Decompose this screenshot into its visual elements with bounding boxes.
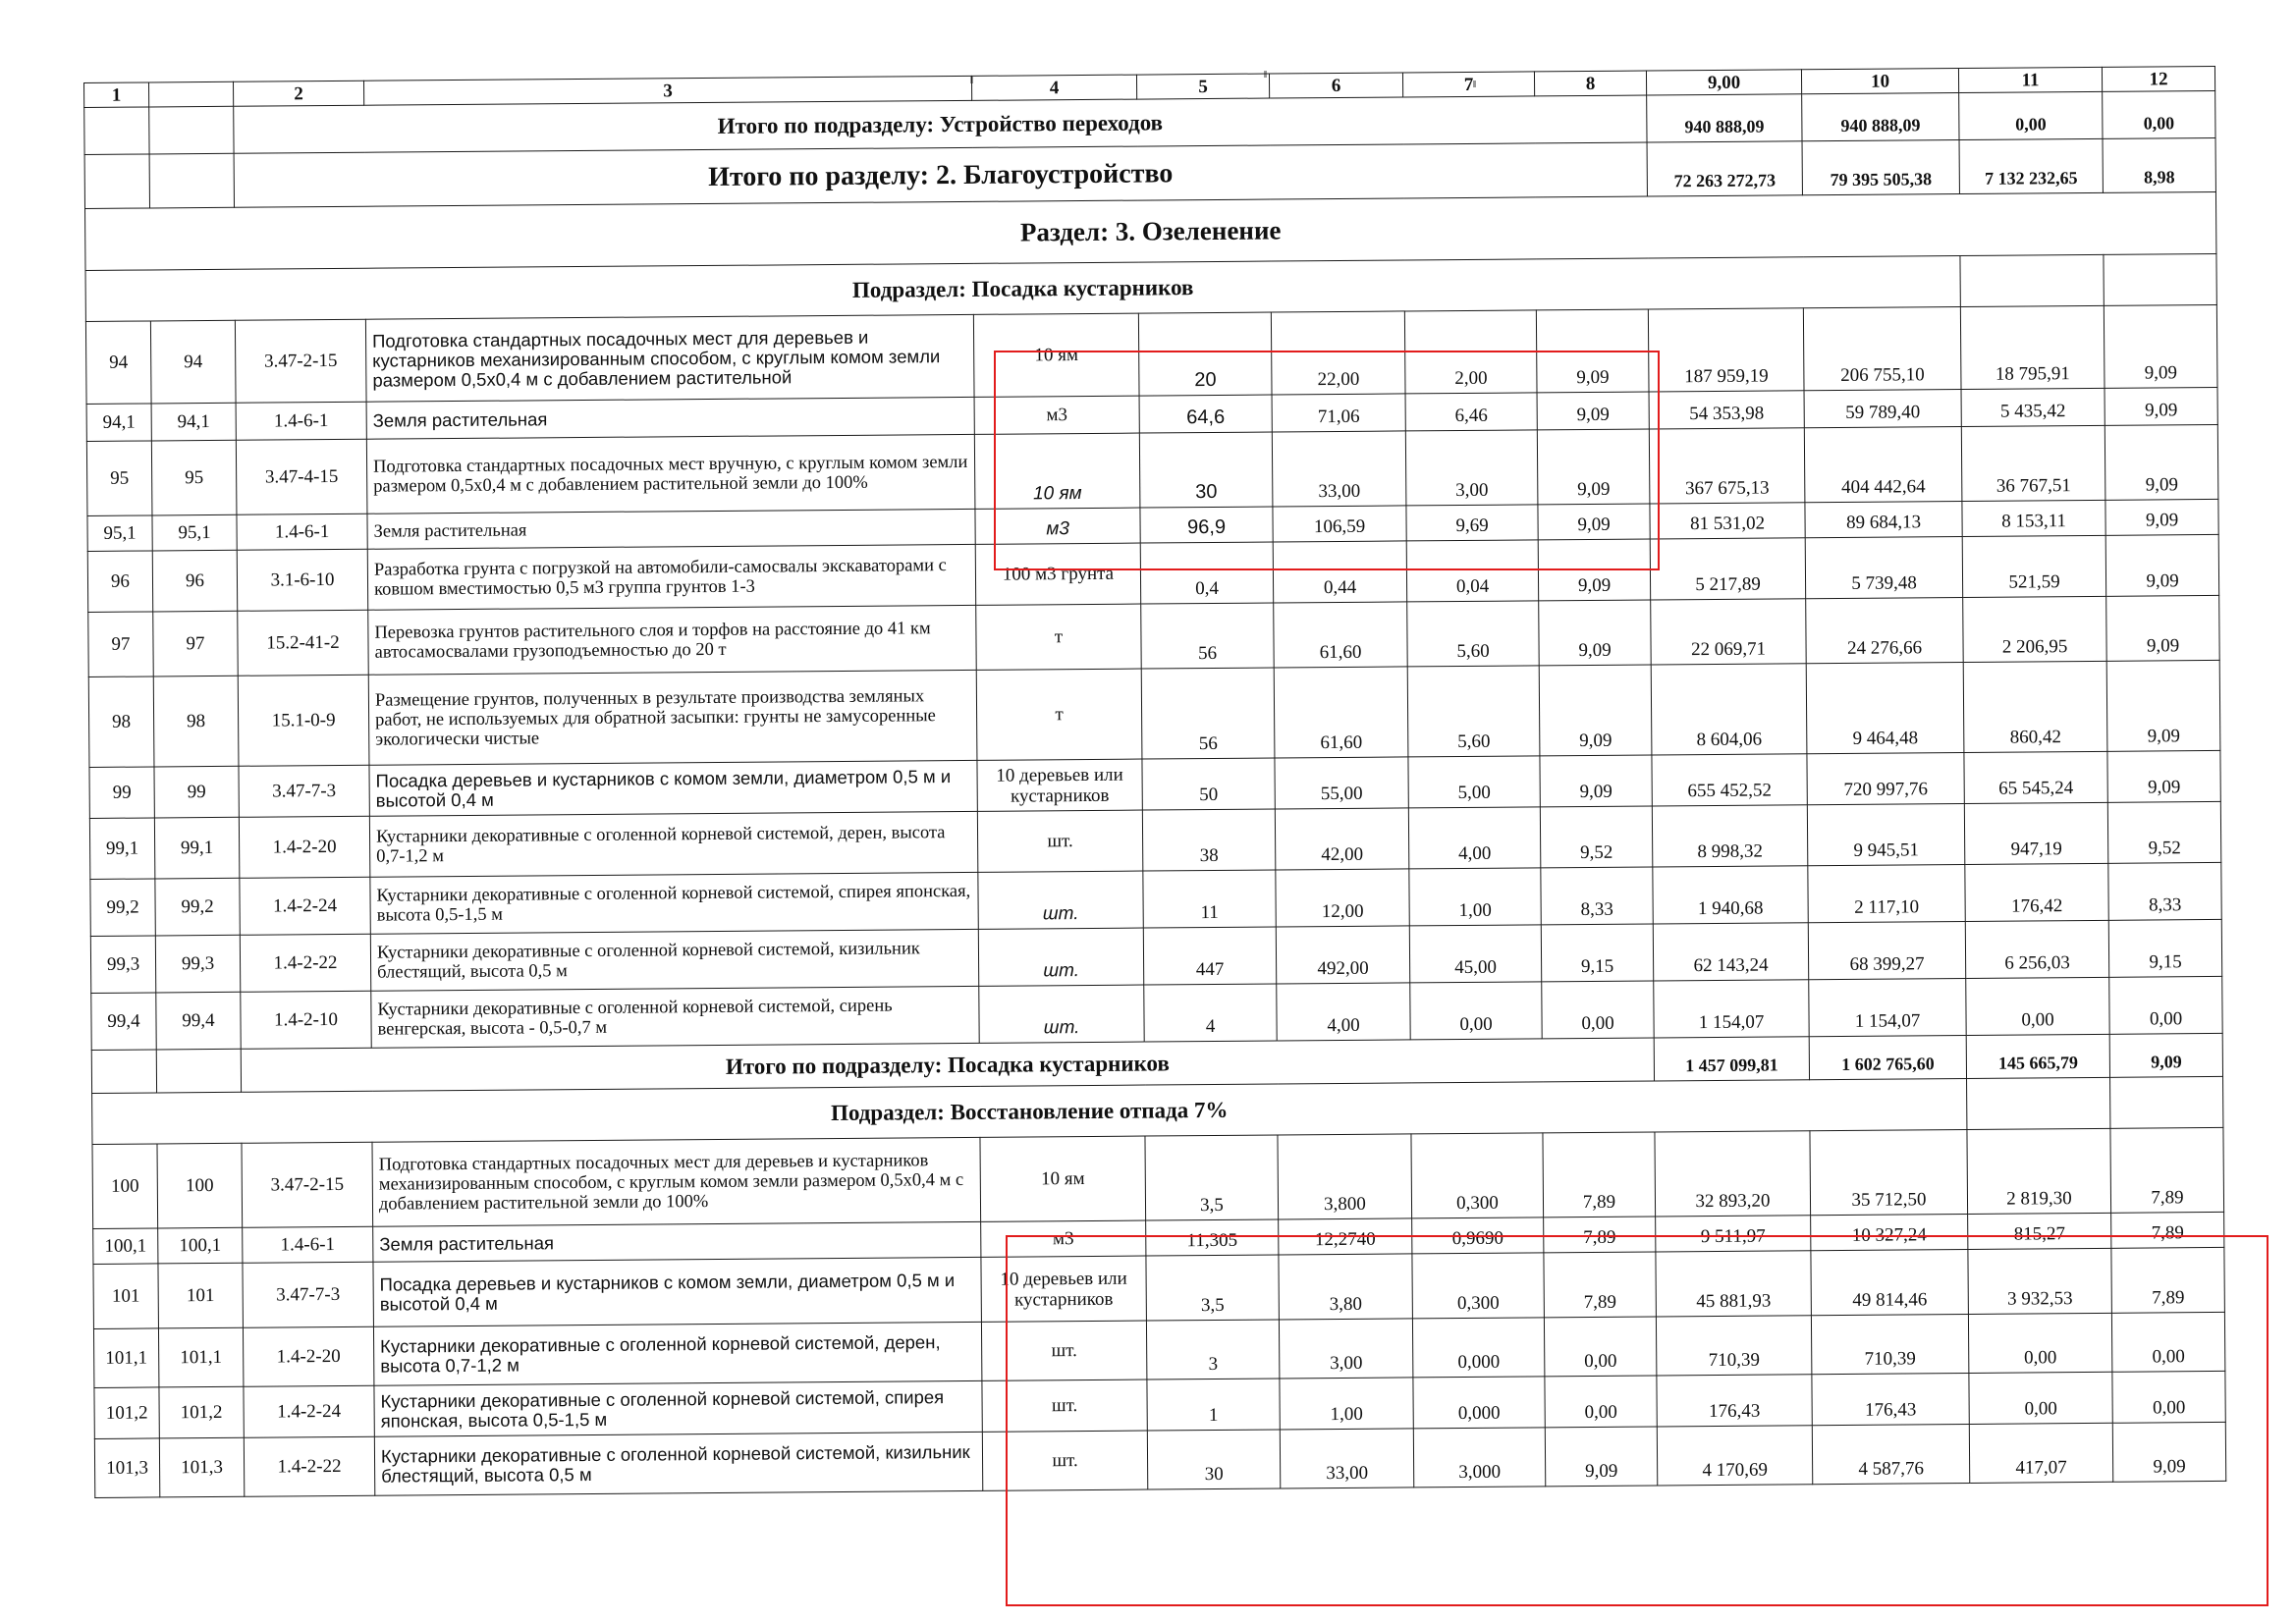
work-description: Кустарники декоративные с оголенной корневой системой, кизильник блестящий, высота 0,5 м (370, 929, 978, 991)
col6-value: 0,44 (1273, 541, 1406, 603)
col12-percent: 0,00 (2111, 1312, 2224, 1372)
col8-percent: 9,52 (1540, 806, 1652, 868)
col12-percent: 0,00 (2109, 976, 2222, 1034)
row-no: 99,4 (91, 993, 156, 1051)
row-no: 101 (93, 1264, 159, 1329)
col8-percent: 9,09 (1539, 665, 1652, 756)
col12-percent: 9,09 (2105, 387, 2217, 425)
col9-value: 1 154,07 (1654, 980, 1809, 1038)
col9-value: 176,43 (1657, 1375, 1812, 1427)
col6-value: 106,59 (1273, 506, 1406, 542)
empty-cell (91, 1050, 156, 1094)
col11-value: 0,00 (1969, 1372, 2112, 1424)
col8-percent: 7,89 (1544, 1252, 1657, 1318)
col7-value: 6,46 (1405, 393, 1537, 431)
unit: шт. (977, 810, 1142, 872)
col11-value: 815,27 (1968, 1213, 2111, 1249)
work-description: Посадка деревьев и кустарников с комом земли, диаметром 0,5 м и высотой 0,4 м (369, 760, 977, 816)
col7-value: 1,00 (1409, 868, 1541, 926)
col6-value: 3,800 (1278, 1134, 1412, 1219)
col6-value: 33,00 (1272, 431, 1406, 507)
pos-no: 95,1 (152, 514, 237, 551)
work-description: Подготовка стандартных посадочных мест для деревьев и кустарников механизированным способом, с круглым комом земли размером 0,5х0,4 м с добавлением растительной земли до 100% (372, 1137, 981, 1226)
col-num: 11 (1958, 67, 2102, 92)
col8-percent: 7,89 (1544, 1217, 1656, 1253)
col6-value: 55,00 (1275, 757, 1408, 809)
col11-value: 2 206,95 (1963, 596, 2107, 662)
col10-value: 4 587,76 (1812, 1424, 1969, 1484)
col8-percent: 9,09 (1536, 309, 1649, 393)
pos-no: 99,1 (154, 817, 239, 879)
qty: 4 (1144, 984, 1277, 1042)
col12-percent: 9,09 (2107, 750, 2220, 802)
col7-value: 0,04 (1406, 540, 1538, 602)
qty: 3 (1146, 1320, 1279, 1380)
pos-no: 95 (151, 440, 237, 515)
col-num: 1 (84, 82, 149, 108)
estimate-row (88, 660, 2220, 767)
col6-value: 61,60 (1274, 667, 1408, 758)
col11-value: 3 932,53 (1968, 1248, 2112, 1314)
col9-value: 710,39 (1656, 1316, 1811, 1376)
total-col10: 940 888,09 (1802, 93, 1959, 141)
row-no: 100,1 (93, 1228, 158, 1265)
row-no: 96 (87, 551, 152, 613)
pos-no: 99,4 (156, 992, 241, 1050)
qty: 50 (1142, 758, 1275, 810)
col12-percent: 7,89 (2111, 1247, 2225, 1313)
row-no: 99 (89, 767, 154, 819)
unit: шт. (978, 928, 1143, 986)
pos-no: 94 (150, 320, 236, 404)
col7-value: 0,300 (1411, 1133, 1544, 1218)
empty-cell (2110, 1076, 2223, 1128)
work-description: Кустарники декоративные с оголенной корневой системой, дерен, высота 0,7-1,2 м (373, 1322, 981, 1385)
col9-value: 5 217,89 (1650, 538, 1805, 600)
col10-value: 24 276,66 (1806, 597, 1964, 663)
work-description: Перевозка грунтов растительного слоя и торфов на расстояние до 41 км автосамосвалами грузоподъемностью до 20 т (368, 605, 976, 675)
col-num: 5 (1136, 74, 1269, 99)
qty: 96,9 (1140, 507, 1273, 543)
col8-percent: 9,15 (1541, 924, 1653, 982)
col6-value: 4,00 (1277, 983, 1410, 1041)
col10-value: 1 154,07 (1809, 978, 1966, 1036)
col6-value: 71,06 (1272, 394, 1405, 432)
norm-code: 1.4-6-1 (243, 1226, 373, 1263)
col7-value: 0,9690 (1412, 1217, 1544, 1254)
unit: шт. (982, 1380, 1147, 1432)
col7-value: 3,000 (1413, 1428, 1545, 1488)
col8-percent: 7,89 (1543, 1132, 1656, 1217)
col6-value: 492,00 (1276, 926, 1409, 984)
norm-code: 1.4-2-20 (243, 1326, 373, 1386)
col8-percent: 8,33 (1541, 867, 1653, 925)
col12-percent: 9,15 (2108, 919, 2221, 977)
empty-cell (149, 153, 234, 208)
qty: 447 (1143, 927, 1276, 985)
col11-value: 947,19 (1964, 802, 2107, 864)
col9-value: 655 452,52 (1652, 754, 1807, 806)
col12-percent: 9,09 (2104, 304, 2217, 388)
norm-code: 3.47-7-3 (239, 765, 369, 817)
work-description: Земля растительная (367, 509, 975, 549)
col9-value: 81 531,02 (1650, 503, 1805, 539)
total-col12: 9,09 (2109, 1033, 2222, 1077)
qty: 20 (1138, 312, 1272, 396)
unit: 100 м3 грунта (975, 543, 1140, 605)
estimate-page (83, 66, 2225, 1498)
qty: 1 (1147, 1379, 1280, 1431)
col10-value: 10 327,24 (1811, 1214, 1968, 1250)
qty: 0,4 (1140, 542, 1273, 604)
pos-no: 97 (153, 611, 239, 676)
col7-value: 9,69 (1406, 505, 1538, 541)
work-description: Кустарники декоративные с оголенной корневой системой, кизильник блестящий, высота 0,5 м (374, 1432, 982, 1495)
norm-code: 3.1-6-10 (237, 549, 367, 611)
col6-value: 22,00 (1271, 311, 1405, 395)
subsection-title-shrubs: Подраздел: Посадка кустарников (85, 255, 1960, 321)
work-description: Кустарники декоративные с оголенной корневой системой, дерен, высота 0,7-1,2 м (369, 811, 977, 877)
pos-no: 101,1 (158, 1327, 243, 1387)
row-no: 97 (88, 612, 154, 677)
col11-value: 18 795,91 (1960, 305, 2105, 389)
row-no: 100 (92, 1144, 158, 1229)
unit: 10 ям (974, 433, 1140, 509)
section-title: Раздел: 3. Озеленение (85, 191, 2216, 270)
qty: 56 (1141, 668, 1275, 759)
col12-percent: 9,09 (2105, 424, 2218, 500)
col12-percent: 7,89 (2111, 1212, 2224, 1248)
col9-value: 54 353,98 (1649, 391, 1804, 429)
col8-percent: 0,00 (1544, 1317, 1656, 1377)
col7-value: 5,60 (1407, 666, 1540, 757)
col10-value: 49 814,46 (1811, 1249, 1969, 1315)
empty-cell (1967, 1077, 2110, 1129)
col6-value: 3,80 (1279, 1254, 1413, 1320)
row-no: 99,3 (90, 936, 155, 994)
norm-code: 1.4-2-24 (244, 1385, 374, 1437)
col8-percent: 0,00 (1545, 1376, 1657, 1428)
row-no: 98 (88, 676, 154, 768)
col10-value: 89 684,13 (1805, 501, 1962, 537)
norm-code: 3.47-2-15 (242, 1142, 373, 1227)
col10-value: 59 789,40 (1804, 389, 1961, 427)
col10-value: 9 945,51 (1807, 803, 1964, 865)
pos-no: 101,2 (159, 1386, 244, 1438)
col8-percent: 9,09 (1538, 504, 1650, 540)
unit: т (976, 604, 1142, 670)
col11-value: 521,59 (1962, 535, 2105, 597)
col8-percent: 9,09 (1545, 1427, 1657, 1487)
norm-code: 15.2-41-2 (238, 610, 369, 676)
total-col12: 0,00 (2103, 90, 2215, 138)
unit: 10 деревьев или кустарников (981, 1256, 1147, 1322)
pos-no: 101,3 (159, 1437, 244, 1497)
col7-value: 0,300 (1412, 1253, 1545, 1319)
qty: 56 (1141, 603, 1275, 669)
col12-percent: 9,09 (2105, 534, 2218, 596)
col10-value: 710,39 (1811, 1314, 1968, 1374)
col7-value: 0,000 (1412, 1318, 1544, 1378)
unit: т (976, 669, 1142, 760)
col8-percent: 0,00 (1542, 981, 1654, 1039)
work-description: Земля растительная (366, 397, 974, 439)
unit: м3 (975, 508, 1140, 544)
qty: 38 (1142, 809, 1275, 871)
unit: шт. (979, 985, 1144, 1043)
work-description: Подготовка стандартных посадочных мест для деревьев и кустарников механизированным способом, с круглым комом земли размером 0,5х0,4 м с добавлением растительной (365, 314, 974, 402)
pos-no: 99,2 (155, 878, 240, 936)
col8-percent: 9,09 (1537, 392, 1649, 430)
col11-value: 36 767,51 (1961, 425, 2105, 501)
row-no: 94,1 (86, 404, 151, 442)
qty: 11,305 (1146, 1219, 1279, 1256)
total-col9: 1 457 099,81 (1654, 1037, 1809, 1081)
empty-cell (84, 107, 149, 155)
col11-value: 417,07 (1969, 1423, 2112, 1483)
row-no: 95 (86, 441, 152, 516)
pos-no: 96 (152, 550, 237, 612)
col11-value: 2 819,30 (1967, 1128, 2111, 1214)
col9-value: 187 959,19 (1648, 308, 1804, 392)
col6-value: 42,00 (1275, 808, 1408, 870)
pos-no: 100,1 (158, 1227, 243, 1264)
col-num: 3 (363, 76, 971, 105)
col-num (149, 81, 234, 107)
norm-code: 3.47-4-15 (236, 439, 367, 514)
pos-no: 100 (157, 1143, 243, 1228)
col7-value: 4,00 (1408, 807, 1540, 869)
norm-code: 3.47-2-15 (235, 319, 366, 403)
empty-cell (149, 106, 234, 154)
qty: 30 (1147, 1430, 1280, 1489)
pos-no: 99 (154, 766, 239, 818)
norm-code: 1.4-2-24 (240, 877, 370, 935)
col10-value: 68 399,27 (1808, 921, 1965, 979)
row-no: 101,1 (93, 1328, 158, 1388)
col6-value: 12,00 (1276, 869, 1409, 927)
subsection-title-restore: Подраздел: Восстановление отпада 7% (92, 1078, 1967, 1144)
row-no: 94 (85, 321, 151, 405)
section-total-title: Итого по разделу: 2. Благоустройство (234, 142, 1647, 207)
col7-value: 3,00 (1405, 430, 1538, 506)
empty-cell (156, 1049, 241, 1093)
col10-value: 35 712,50 (1810, 1129, 1968, 1215)
unit: шт. (978, 871, 1143, 929)
subtotal-title: Итого по подразделу: Устройство переходов (234, 95, 1647, 153)
col6-value: 33,00 (1280, 1429, 1413, 1488)
col8-percent: 9,09 (1540, 755, 1652, 807)
col9-value: 8 998,32 (1652, 805, 1807, 867)
subtotal-title: Итого по подразделу: Посадка кустарников (241, 1038, 1654, 1092)
col12-percent: 9,09 (2106, 660, 2220, 751)
row-no: 101,3 (94, 1438, 159, 1498)
estimate-table (83, 66, 2226, 1498)
unit: 10 ям (980, 1136, 1146, 1221)
col12-percent: 9,09 (2106, 595, 2220, 661)
total-col11: 0,00 (1959, 91, 2103, 139)
work-description: Подготовка стандартных посадочных мест вручную, с круглым комом земли размером 0,5х0,4 м с добавлением растительной земли до 100% (366, 434, 975, 514)
row-no: 95,1 (87, 515, 152, 552)
col7-value: 5,00 (1408, 756, 1540, 808)
total-col11: 7 132 232,65 (1959, 138, 2103, 193)
col12-percent: 9,09 (2105, 499, 2218, 535)
col9-value: 4 170,69 (1657, 1426, 1812, 1486)
qty: 3,5 (1145, 1135, 1279, 1220)
col8-percent: 9,09 (1538, 539, 1650, 601)
col11-value: 8 153,11 (1962, 500, 2105, 536)
col-num: 7 (1402, 72, 1534, 97)
total-col12: 8,98 (2103, 137, 2215, 192)
col9-value: 8 604,06 (1651, 664, 1807, 755)
col8-percent: 9,09 (1539, 600, 1652, 666)
col9-value: 367 675,13 (1649, 428, 1805, 504)
col6-value: 1,00 (1280, 1378, 1413, 1430)
col7-value: 45,00 (1409, 925, 1541, 983)
col10-value: 5 739,48 (1805, 536, 1962, 598)
col10-value: 720 997,76 (1807, 752, 1964, 804)
qty: 30 (1139, 432, 1273, 508)
col6-value: 12,2740 (1279, 1218, 1412, 1255)
norm-code: 3.47-7-3 (243, 1262, 374, 1327)
col9-value: 32 893,20 (1655, 1131, 1811, 1217)
col11-value: 0,00 (1968, 1313, 2111, 1373)
col-num: 8 (1534, 71, 1646, 96)
col10-value: 176,43 (1812, 1373, 1969, 1425)
col9-value: 45 881,93 (1656, 1251, 1812, 1317)
col-num: 9,00 (1646, 70, 1801, 95)
col11-value: 860,42 (1963, 661, 2107, 752)
col11-value: 6 256,03 (1965, 920, 2108, 978)
col-num: 2 (233, 81, 363, 106)
col7-value: 5,60 (1407, 601, 1540, 667)
norm-code: 1.4-2-20 (239, 816, 369, 878)
col9-value: 22 069,71 (1651, 599, 1807, 665)
row-no: 101,2 (94, 1387, 159, 1439)
unit: м3 (974, 396, 1139, 434)
col8-percent: 9,09 (1537, 429, 1650, 505)
norm-code: 1.4-6-1 (236, 402, 366, 440)
col7-value: 0,000 (1413, 1377, 1545, 1429)
norm-code: 1.4-2-22 (240, 934, 370, 992)
col10-value: 9 464,48 (1806, 662, 1964, 753)
col12-percent: 9,09 (2112, 1422, 2225, 1482)
total-col10: 1 602 765,60 (1809, 1035, 1966, 1079)
norm-code: 1.4-6-1 (237, 514, 367, 550)
col9-value: 9 511,97 (1656, 1216, 1811, 1252)
qty: 3,5 (1146, 1255, 1280, 1321)
row-no: 99,2 (90, 879, 155, 937)
norm-code: 15.1-0-9 (238, 675, 369, 766)
col11-value: 5 435,42 (1961, 388, 2105, 426)
total-col9: 72 263 272,73 (1647, 141, 1802, 196)
work-description: Разработка грунта с погрузкой на автомобили-самосвалы экскаваторами с ковшом вместимостью 0,5 м3 группа грунтов 1-3 (367, 544, 975, 610)
empty-cell (2104, 253, 2216, 305)
col12-percent: 7,89 (2110, 1127, 2224, 1213)
total-col9: 940 888,09 (1647, 94, 1802, 142)
unit: м3 (981, 1220, 1146, 1257)
work-description: Земля растительная (373, 1221, 981, 1262)
col10-value: 404 442,64 (1804, 426, 1962, 502)
empty-cell (84, 154, 149, 209)
pos-no: 101 (158, 1263, 244, 1328)
total-col11: 145 665,79 (1966, 1034, 2109, 1078)
row-no: 99,1 (89, 818, 154, 880)
qty: 11 (1143, 870, 1276, 928)
work-description: Кустарники декоративные с оголенной корневой системой, сирень венгерская, высота - 0,5-0,7 м (371, 986, 979, 1048)
col11-value: 0,00 (1966, 977, 2109, 1035)
col6-value: 61,60 (1274, 602, 1408, 668)
col9-value: 1 940,68 (1653, 866, 1808, 924)
col12-percent: 9,52 (2107, 801, 2220, 863)
norm-code: 1.4-2-22 (244, 1436, 374, 1496)
norm-code: 1.4-2-10 (241, 991, 371, 1049)
unit: шт. (982, 1431, 1147, 1490)
col-num: 4 (971, 75, 1136, 100)
unit: шт. (981, 1321, 1146, 1380)
work-description: Посадка деревьев и кустарников с комом земли, диаметром 0,5 м и высотой 0,4 м (373, 1257, 981, 1326)
col11-value: 176,42 (1965, 863, 2108, 921)
col7-value: 0,00 (1410, 982, 1542, 1040)
empty-cell (1960, 254, 2104, 306)
col9-value: 62 143,24 (1653, 923, 1808, 981)
col10-value: 206 755,10 (1803, 306, 1961, 390)
pos-no: 99,3 (155, 935, 240, 993)
work-description: Размещение грунтов, полученных в результате производства земляных работ, не используемых для обратной засыпки: грунты не замусоренные экологически чистые (368, 670, 977, 765)
col12-percent: 0,00 (2112, 1371, 2225, 1423)
col12-percent: 8,33 (2108, 862, 2221, 920)
col7-value: 2,00 (1404, 310, 1537, 394)
col-num: 10 (1801, 69, 1958, 94)
unit: 10 деревьев или кустарников (977, 759, 1142, 811)
col-num: 12 (2102, 66, 2214, 91)
total-col10: 79 395 505,38 (1802, 140, 1959, 195)
pos-no: 98 (153, 676, 239, 767)
col-num: 6 (1269, 73, 1402, 98)
col6-value: 3,00 (1279, 1319, 1412, 1379)
col10-value: 2 117,10 (1808, 864, 1965, 922)
work-description: Кустарники декоративные с оголенной корневой системой, спирея японская, высота 0,5-1,5 м (374, 1380, 982, 1436)
unit: 10 ям (973, 313, 1139, 397)
col11-value: 65 545,24 (1964, 751, 2107, 803)
work-description: Кустарники декоративные с оголенной корневой системой, спирея японская, высота 0,5-1,5 м (370, 872, 978, 934)
qty: 64,6 (1139, 395, 1272, 433)
pos-no: 94,1 (151, 403, 236, 441)
